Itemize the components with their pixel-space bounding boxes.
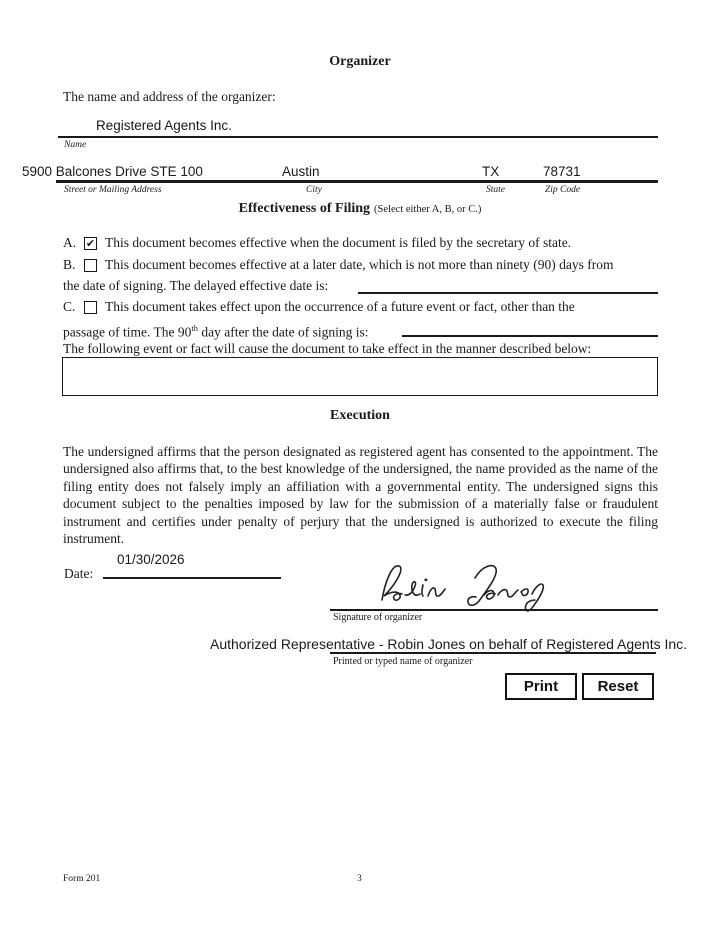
option-c-text2-sup: th [191, 323, 198, 333]
option-c-checkbox[interactable] [84, 301, 97, 314]
option-a-letter: A. [63, 235, 77, 250]
option-a-text: This document becomes effective when the document is filed by the secretary of state. [105, 235, 572, 250]
option-a-checkbox[interactable] [84, 237, 97, 250]
signature-label: Signature of organizer [333, 612, 423, 623]
option-b-letter: B. [63, 257, 76, 272]
date-label: Date: [64, 566, 94, 581]
effectiveness-subtitle: (Select either A, B, or C.) [374, 204, 482, 215]
state-label: State [486, 185, 505, 195]
date-field[interactable]: 01/30/2026 [117, 552, 185, 567]
option-c-text2-post: day after the date of signing is: [197, 324, 369, 340]
name-label: Name [64, 140, 87, 150]
option-c-row [63, 299, 575, 315]
street-label: Street or Mailing Address [64, 185, 162, 195]
effectiveness-heading [0, 199, 720, 217]
option-b-text2: the date of signing. The delayed effective date is: [63, 278, 329, 293]
execution-affirmation: The undersigned affirms that the person designated as registered agent has consented to the appointment. The undersigned also affirms that, to the best knowledge of the undersigned, the name provided as the name of the filing entity does not falsely imply an affiliation with a governmental entity. The undersigned signs this document subject to the penalties imposed by law for the submission of a materially false or fraudulent instrument and certifies under penalty of perjury that the undersigned is authorized to execute the filing instrument. [63, 444, 658, 547]
printed-name-field[interactable]: Authorized Representative - Robin Jones on behalf of Registered Agents Inc. [210, 636, 688, 652]
event-description-field[interactable] [62, 357, 658, 396]
printed-name-underline [330, 652, 656, 654]
reset-button[interactable]: Reset [582, 673, 654, 700]
date-underline [103, 577, 281, 579]
option-c-text2-pre: passage of time. The 90 [63, 324, 192, 340]
option-b-text: This document becomes effective at a later date, which is not more than ninety (90) days from [105, 257, 614, 272]
option-c-text2 [63, 320, 369, 341]
option-c-text: This document takes effect upon the occurrence of a future event or fact, other than the [105, 299, 575, 314]
printed-name-label: Printed or typed name of organizer [333, 656, 473, 667]
ninetieth-day-field[interactable] [402, 335, 658, 337]
signature-image [372, 554, 582, 612]
address-underline [56, 180, 658, 183]
name-underline [58, 136, 658, 138]
signature-underline [330, 609, 658, 611]
print-button[interactable]: Print [505, 673, 577, 700]
event-prompt: The following event or fact will cause the document to take effect in the manner described below: [63, 341, 592, 356]
execution-heading: Execution [330, 408, 390, 423]
option-c-letter: C. [63, 299, 76, 314]
option-b-checkbox[interactable] [84, 259, 97, 272]
city-label: City [306, 185, 322, 195]
footer-form-number: Form 201 [63, 874, 101, 884]
organizer-heading: Organizer [329, 54, 391, 69]
street-field[interactable]: 5900 Balcones Drive STE 100 [22, 164, 203, 179]
zip-field[interactable]: 78731 [543, 164, 581, 179]
delayed-date-field[interactable] [358, 292, 658, 294]
checkmark-icon: ✔ [85, 236, 96, 250]
footer-page-number: 3 [357, 874, 362, 884]
organizer-intro: The name and address of the organizer: [63, 89, 276, 104]
state-field[interactable]: TX [482, 164, 500, 179]
option-b-row [63, 257, 613, 273]
option-a-row [63, 235, 571, 251]
effectiveness-title: Effectiveness of Filing [238, 201, 371, 216]
organizer-name-field[interactable]: Registered Agents Inc. [96, 118, 232, 133]
city-field[interactable]: Austin [282, 164, 320, 179]
zip-label: Zip Code [545, 185, 581, 195]
